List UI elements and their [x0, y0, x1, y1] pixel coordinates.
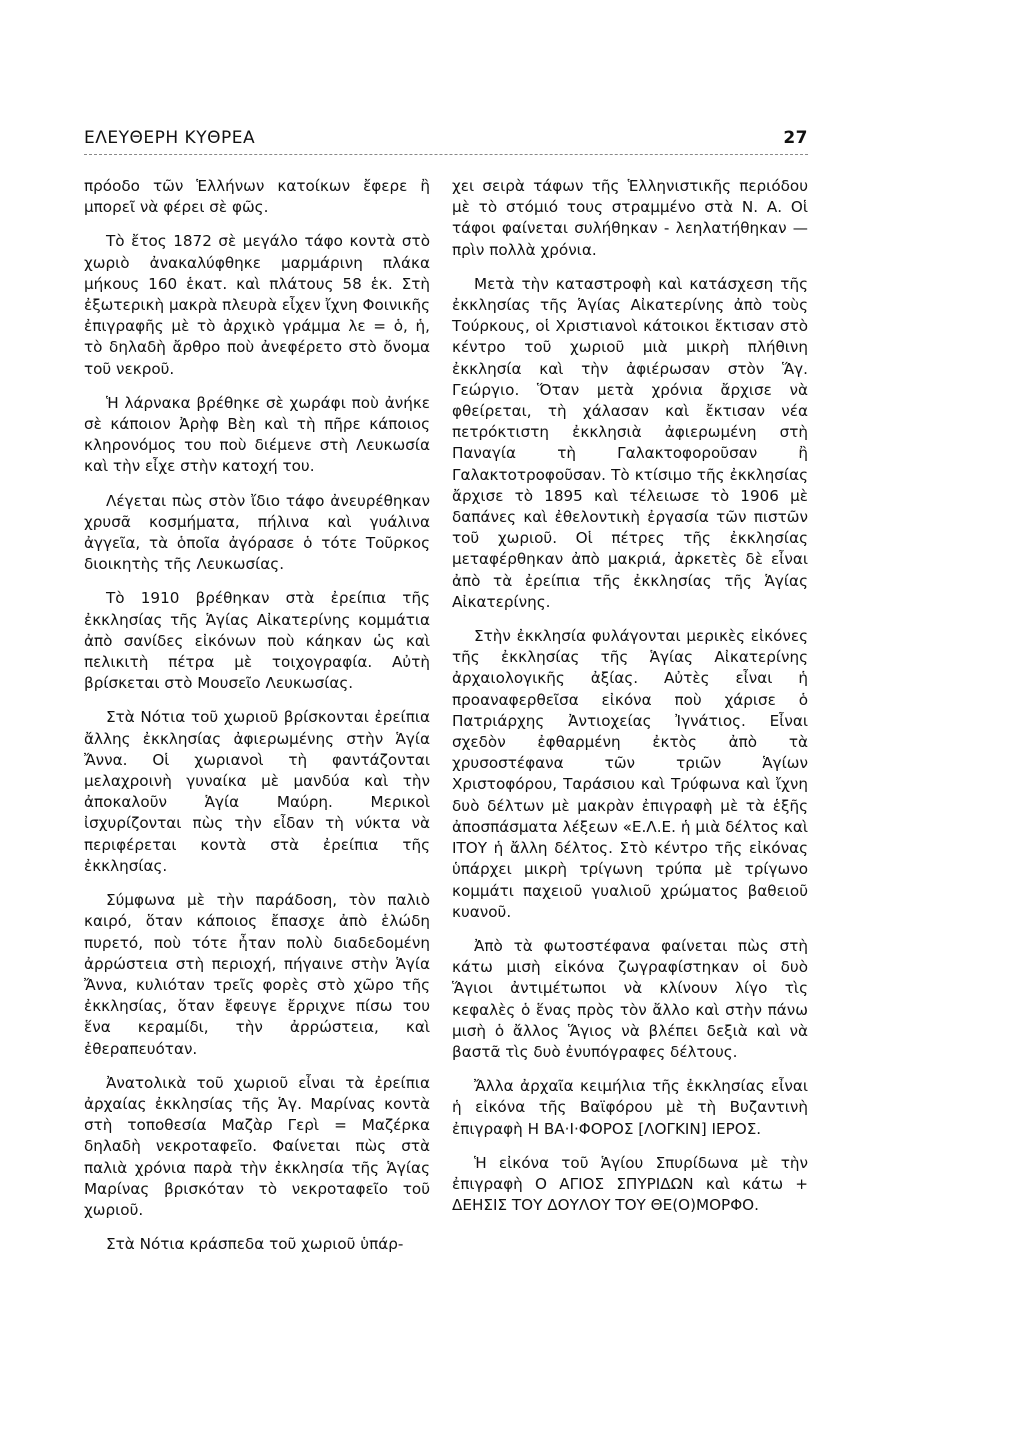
right-column: [452, 176, 808, 1229]
paragraph: Ἡ λάρνακα βρέθηκε σὲ χωράφι ποὺ ἀνήκε σὲ κάποιον Ἀρὴφ Βὲη καὶ τὴ πῆρε κάποιος κληρονόμος του ποὺ διέμενε στὴ Λευκωσία καὶ τὴν εἶχε στὴν κατοχή του.: [84, 393, 430, 476]
paragraph: Λέγεται πὼς στὸν ἴδιο τάφο ἀνευρέθηκαν χρυσᾶ κοσμήματα, πήλινα καὶ γυάλινα ἀγγεῖα, τὰ ὁποῖα ἀγόρασε ὁ τότε Τοῦρκος διοικητὴς τῆς Λευκωσίας.: [84, 491, 430, 574]
paragraph: Ἀνατολικὰ τοῦ χωριοῦ εἶναι τὰ ἐρείπια ἀρχαίας ἐκκλησίας τῆς Ἁγ. Μαρίνας κοντὰ στὴ τοποθεσία Μαζὰρ Γερὶ = Μαζέρκα δηλαδὴ νεκροταφεῖο. Φαίνεται πὼς στὰ παλιὰ χρόνια παρὰ τὴν ἐκκλησία τῆς Ἁγίας Μαρίνας βρισκόταν τὸ νεκροταφεῖο τοῦ χωριοῦ.: [84, 1073, 430, 1219]
page-number: 27: [783, 128, 808, 148]
paragraph: Ἡ εἰκόνα τοῦ Ἁγίου Σπυρίδωνα μὲ τὴν ἐπιγραφὴ Ο ΑΓΙΟΣ ΣΠΥΡΙΔΩΝ καὶ κάτω + ΔΕΗΣΙΣ ΤΟΥ ΔΟΥΛΟΥ ΤΟΥ ΘΕ(Ο)ΜΟΡΦΟ.: [452, 1153, 808, 1215]
paragraph: Στὰ Νότια τοῦ χωριοῦ βρίσκονται ἐρείπια ἄλλης ἐκκλησίας ἀφιερωμένης στὴν Ἁγία Ἄννα. Οἱ χωριανοὶ τὴ φαντάζονται μελαχροινὴ γυναίκα μὲ μανδύα καὶ τὴν ἀποκαλοῦν Ἁγία Μαύρη. Μερικοὶ ἰσχυρίζονται πὼς τὴν εἶδαν τὴ νύκτα νὰ περιφέρεται κοντὰ στὰ ἐρείπια τῆς ἐκκλησίας.: [84, 708, 430, 875]
paragraph: Ἄλλα ἀρχαῖα κειμήλια τῆς ἐκκλησίας εἶναι ἡ εἰκόνα τῆς Βαϊφόρου μὲ τὴ Βυζαντινὴ ἐπιγραφὴ Η ΒΑ·Ι·ΦΟΡΟΣ [ΛΟΓΚΙΝ] ΙΕΡΟΣ.: [452, 1077, 808, 1138]
paragraph: Τὸ 1910 βρέθηκαν στὰ ἐρείπια τῆς ἐκκλησίας τῆς Ἁγίας Αἰκατερίνης κομμάτια ἀπὸ σανίδες εἰκόνων ποὺ κάηκαν ὡς καὶ πελικιτὴ πέτρα μὲ τοιχογραφία. Αὐτὴ βρίσκεται στὸ Μουσεῖο Λευκωσίας.: [84, 589, 430, 693]
paragraph: Στὴν ἐκκλησία φυλάγονται μερικὲς εἰκόνες τῆς ἐκκλησίας τῆς Ἁγίας Αἰκατερίνης ἀρχαιολογικῆς ἀξίας. Αὐτὲς εἶναι ἡ προαναφερθεῖσα εἰκόνα ποὺ χάρισε ὁ Πατριάρχης Ἀντιοχείας Ἰγνάτιος. Εἶναι σχεδὸν ἐφθαρμένη ἐκτὸς ἀπὸ τὰ χρυσοστέφανα τῶν τριῶν Ἁγίων Χριστοφόρου, Ταράσιου καὶ Τρύφωνα καὶ ἴχνη δυὸ δέλτων μὲ μακρὰν ἐπιγραφὴ μὲ τὰ ἑξῆς ἀποσπάσματα λέξεων «Ε.Λ.Ε. ἡ μιὰ δέλτος καὶ ΙΤΟΥ ἡ ἄλλη δέλτος. Στὸ κέντρο τῆς εἰκόνας ὑπάρχει μικρὴ τρίγωνη τρύπα μὲ τρίγωνο κομμάτι παχειοῦ γυαλιοῦ χρώματος βαθειοῦ κυανοῦ.: [452, 627, 808, 921]
paragraph: Μετὰ τὴν καταστροφὴ καὶ κατάσχεση τῆς ἐκκλησίας τῆς Ἁγίας Αἰκατερίνης ἀπὸ τοὺς Τούρκους, οἱ Χριστιανοὶ κάτοικοι ἔκτισαν στὸ κέντρο τοῦ χωριοῦ μιὰ μικρὴ πλήθινη ἐκκλησία καὶ τὴν ἀφιέρωσαν στὸν Ἅγ. Γεώργιο. Ὅταν μετὰ χρόνια ἄρχισε νὰ φθείρεται, τὴ χάλασαν καὶ ἔκτισαν νέα πετρόκτιστη ἐκκλησιὰ ἀφιερωμένη στὴ Παναγία τὴ Γαλακτοφοροῦσαν ἢ Γαλακτοτροφοῦσαν. Τὸ κτίσιμο τῆς ἐκκλησίας ἄρχισε τὸ 1895 καὶ τέλειωσε τὸ 1906 μὲ δαπάνες καὶ ἐθελοντικὴ ἐργασία τῶν πιστῶν τοῦ χωριοῦ. Οἱ πέτρες τῆς ἐκκλησίας μεταφέρθηκαν ἀπὸ μακριά, ἀρκετὲς δὲ εἶναι ἀπὸ τὰ ἐρείπια τῆς ἐκκλησίας τῆς Ἁγίας Αἰκατερίνης.: [452, 274, 808, 611]
left-column: [84, 176, 430, 1268]
paragraph-continuation: χει σειρὰ τάφων τῆς Ἑλληνιστικῆς περιόδου μὲ τὸ στόμιό τους στραμμένο στὰ Ν. Α. Οἱ τάφοι φαίνεται συλήθηκαν - λεηλατήθηκαν — πρὶν πολλὰ χρόνια.: [452, 177, 808, 259]
paragraph: Στὰ Νότια κράσπεδα τοῦ χωριοῦ ὑπάρ-: [106, 1235, 404, 1254]
paragraph: Ἀπὸ τὰ φωτοστέφανα φαίνεται πὼς στὴ κάτω μισὴ εἰκόνα ζωγραφίστηκαν οἱ δυὸ Ἅγιοι ἀντιμέτωποι νὰ κλίνουν λίγο τὶς κεφαλὲς ὁ ἕνας πρὸς τὸν ἄλλο καὶ στὴν πάνω μισὴ ὁ ἄλλος Ἅγιος νὰ βλέπει δεξιὰ καὶ νὰ βαστᾶ τὶς δυὸ ἐνυπόγραφες δέλτους.: [452, 936, 808, 1061]
paragraph: Τὸ ἔτος 1872 σὲ μεγάλο τάφο κοντὰ στὸ χωριὸ ἀνακαλύφθηκε μαρμάρινη πλάκα μήκους 160 ἑκατ. καὶ πλάτους 58 ἑκ. Στὴ ἐξωτερικὴ μακρὰ πλευρὰ εἶχεν ἴχνη Φοινικῆς ἐπιγραφῆς μὲ τὸ ἀρχικὸ γράμμα λε = ὁ, ἡ, τὸ δηλαδὴ ἄρθρο ποὺ ἀνεφέρετο στὸ ὄνομα τοῦ νεκροῦ.: [84, 232, 430, 378]
page-header: [84, 128, 808, 155]
paragraph-continuation: πρόοδο τῶν Ἑλλήνων κατοίκων ἔφερε ἢ μπορεῖ νὰ φέρει σὲ φῶς.: [84, 177, 430, 217]
running-title: ΕΛΕΥΘΕΡΗ ΚΥΘΡΕΑ: [84, 128, 256, 148]
paragraph: Σύμφωνα μὲ τὴν παράδοση, τὸν παλιὸ καιρό, ὅταν κάποιος ἔπασχε ἀπὸ ἑλώδη πυρετό, ποὺ τότε ἦταν πολὺ διαδεδομένη ἀρρώστεια στὴ περιοχή, πήγαινε στὴν Ἁγία Ἄννα, κυλιόταν τρεῖς φορὲς στὸ χῶρο τῆς ἐκκλησίας, ὅταν ἔφευγε ἔρριχνε πίσω του ἕνα κεραμίδι, τὴν ἀρρώστεια, καὶ ἐθεραπευόταν.: [84, 891, 430, 1058]
